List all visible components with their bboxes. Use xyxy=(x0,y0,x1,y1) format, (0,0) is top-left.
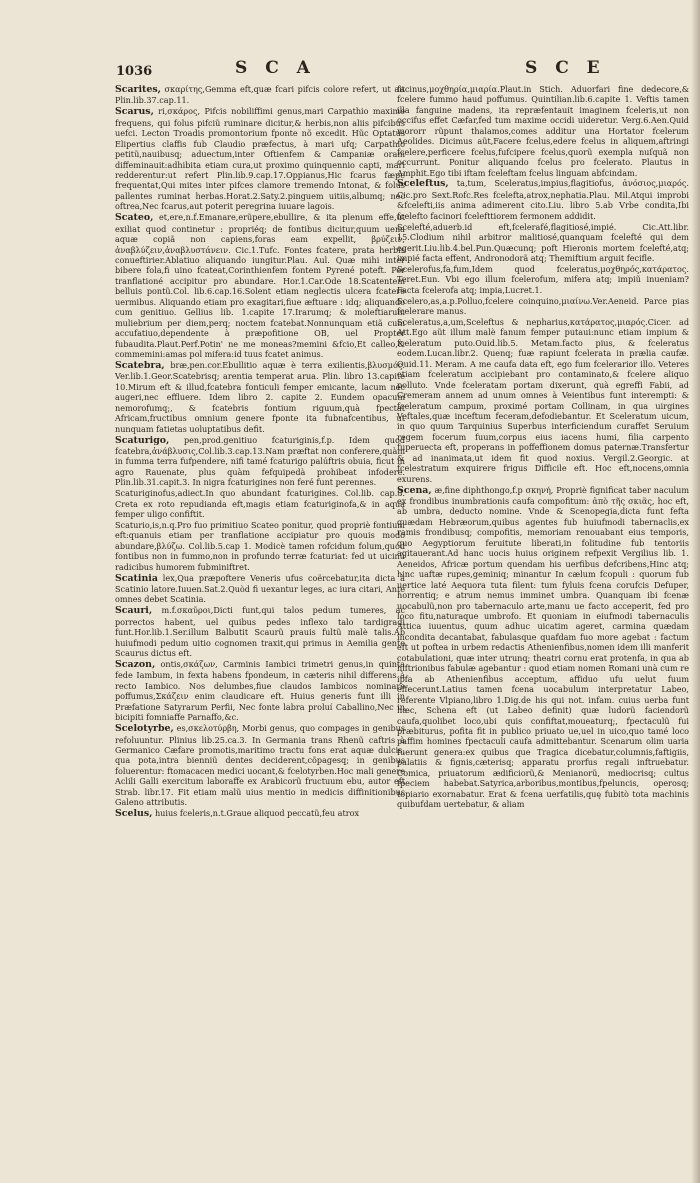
dictionary-entry xyxy=(397,485,689,810)
entry-headword: Scateo, xyxy=(115,212,154,224)
entry-text: m.f.σκαῦροι,Dicti funt,qui talos pedum tumeres, ac porrectos habent, uel quibus pedes inflexo talo tardigradi funt.Hor.lib.1.Ser.illum Balbutit Scaurũ prauis fultũ malè talis.Ab huiufmodi pedum uitio cognomen traxit,qui primus in Aemilia gente Scaurus dictus eft. xyxy=(115,605,406,659)
right-column xyxy=(397,84,689,810)
dictionary-entry xyxy=(115,435,405,488)
entry-text: ta,tum, Sceleratus,impius,flagitiofus, ἀνόσιος,μιαρός. Cic.pro Sext.Rofc.Res fcelefta,atrox,nephatia.Plau. Mil.Atqui improbi &fcelefti,iis anima adimerent cito.Liu. libro 5.ab Vrbe condita,Ibi fcelefto facinori fcelefttiorem fermonem addidit. xyxy=(397,178,689,221)
entry-text: Sceleratus,a,um,Sceleftus & nepharius,κατάρατος,μιαρός.Cicer. ad Att.Ego aũt illum malè fanum femper putaui:nunc etiam impium & fceleratum puto.Ouid.lib.5. Metam.facto pius, & fceleratus eodem.Lucan.libr.2. Quenq; fuæ rapiunt fcelerata in prælia caufæ. Ouid.11. Meram. A me caufa data eft, ego fum fcelerarior illo. Veteres etiam fceleratum accipiebant pro contaminato,& fcelere aliquo polluto. Vnde fceleratam portam dixerunt, quà egreffi Fabii, ad Cremeram annem ad unum omnes à Veientibus funt interempti: & fceleratum campum, proximé portam Collinam, in qua uirgines Veftales,quæ inceftum feceram,defodiebantur. Et Sceleratum uicum, in quo quum Tarquinius Superbus interficiendum curaffet Seruium regem focerum fuum,corpus eius iacens humi, filia carpento fuperuecta eft, properans in poffeffionem domus paternæ.Transfertur & ad inanimata,ut idem fit quod noxius. Vergil.2.Georgic. at fcelestratum exquirere frigus Difficile eft. Hoc eft,nocens,omnia exurens. xyxy=(397,316,689,484)
page-header xyxy=(0,58,700,82)
entry-headword: Scauri, xyxy=(115,605,153,617)
dictionary-entry xyxy=(115,573,405,605)
entry-text: ontis,σκάζων, Carminis Iambici trimetri genus,in quinta fede Iambum, in fexta habens fpondeum, in cæteris nihil differens à recto Iambico. Nos delumbes,fiue claudos Iambicos nominare poffumus,Σκάζειν enim claudicare eft. Huius generis funt illi in Præfatione Satyrarum Perfii, Nec fonte labra proluí Caballino,Nec in bicipiti fomniaffe Parnaffo,&c. xyxy=(115,658,405,723)
entry-text: Scaturio,is,n.q.Pro fuo primitiuo Scateo ponitur, quod propriè fontium eft:quanuis etiam per tranflatione accipiatur pro quouis modo abundare,βλύζω. Col.lib.5.cap 1. Modicè tamen rofcidum folum,quod fontibus non in fummo,non in profundo terræ fcaturiat: fed ut uicinũ radicibus humorem fubminiftret. xyxy=(115,519,405,572)
entry-text: huius fceleris,n.t.Graue aliquod peccatũ,feu atrox xyxy=(154,808,360,819)
left-column xyxy=(115,84,405,820)
dictionary-entry xyxy=(115,212,405,359)
entry-text: facinus,μοχθηρία,μιαρία.Plaut.in Stich. Aduorfari fine dedecore,& fcelere fummo haud poffumus. Quintilian.lib.6.capite 1. Veftis tamen illa fanguine madens, ita repræfentauit imaginem fceleris,ut non occifus effet Cæfar,fed tum maxime occidi uideretur. Verg.6.Aen.Quid mororr rũpunt thalamos,comes additur una Hortator fcelerum Aeolides. Dicimus aũt,Facere fcelus,edere fcelus in aliquem,aftringi fcelere,perficere fcelus,fufcipere fcelus,quorũ exempla nuſquã non occurrunt. Ponitur aliquando fcelus pro fcelerato. Plautus in Amphit.Ego tibi iftam fceleftam fcelus linguam abfcindam. xyxy=(397,84,689,178)
entry-text: ri,σκάρος, Pifcis nobiliffimi genus,mari Carpathio maxime frequens, qui folus pifciũ ruminare dicitur,& herbis,non aliis pifcibus uefci. Lecton Troadis promontorium fponte nõ excedit. Hũc Optatus Elipertius claffis fub Claudio præfectus, à mari ufq; Carpathio petitũ,nauibusq; aduectum,inter Oftienfem & Campaniæ oram diffeminauit:adhibita etiam cura,ut proximo quinquennio capti, mari redderentur:ut refert Plin.lib.9.cap.17.Oppianus,Hic fcarus fæpe frequentat,Qui mites inter pifces clamore tremendo Intonat, & folus pallentes ruminat herbas.Horat.2.Saty.2.pinguem uitiis,albumq; nec oftrea,Nec fcarus,aut poterit peregrina iuuare lagois. xyxy=(115,106,406,212)
entry-text: Scelero,as,a.p.Polluo,fcelere coinquino,μιαίνω.Ver.Aeneid. Parce pias fcelerare manus. xyxy=(397,295,689,317)
entry-text: æ,fine diphthongo,f.p σκηνή, Propriè fignificat taber naculum ex frondibus inumbrationis caufa compofitum: ἀπὸ τῆς σκιᾶς, hoc eft, ab umbra, deducto nomine. Vnde & Scenopegia,dicta funt fefta quædam Hebræorum,quibus agentes fub huiufmodi tabernaclis,ex ramis frondibusq; compofitis, memoriam renouabant eius temporis, quo Aegyptiorum feruitute liberati,in folitudine fub tentoriis agitauerant.Ad hanc uocis huius originem refpexit Vergilius lib. 1. Aeneidos, Africæ portum quendam his uerfibus defcribens,Hinc atq; hinc uaftæ rupes,geminiq; minantur In cælum fcopuli : quorum fub uertice laté Aequora tuta filent: tum fyluis fcena corufcis Defuper, horrentiq; e atrum nemus imminet umbra. Quanquam ibi fcenæ uocabulũ,non pro tabernaculo arte,manu ue facto acceperit, fed pro loco fitu,naturaque umbrofo. Et quoniam in eiufmodi tabernaculis Attica iuuentus, quum adhuc uicatim ageret, carmina quædam incondita decantabat, fabulasque quafdam fuo more agebat : factum eft ut poftea in urbem redactis Athenienfibus,nomen idem illi manferit cotabulationi, quæ inter utrunq; theatri cornu erat protenfa, in qua ab hiftrionibus fabulæ agebantur : quod etiam nomen Romani unà cum re ipfa ab Athenienfibus acceptum, affiduo ufu uelut fuum effecerunt.Latius tamen fcena uocabulum interpretatur Labeo, referente Vlpiano,libro 1.Dig.de his qui not. infam. cuius uerba funt hæc, Schena eft (ut Labeo definit) quæ ludorũ faciendorũ caufa,quolibet loco,ubi quis confiftat,moueaturq;, fpectaculũ fui præbiturus, pofita fit in publico priuato ue,uel in uico,quo tamé loco paffim homines fpectaculi caufa admittebantur. Scenarum olim uaria fuerunt genera:ex quibus que Tragica dicebatur,columnis,faftigiis, palatiis & fignis,cæterisq; apparatu prorfus regali inftruebatur. Comica, priuatorum ædificiorũ,& Menianorũ, mediocrisq; cultus fpeciem habebat.Satyrica,arboribus,montibus,fpeluncis, operosq; topiario exornabatur. Erat & fcena uerfatilis,quę fubitò tota machinis quibufdam uertebatur, & aliam xyxy=(397,484,690,810)
dictionary-entry xyxy=(397,178,689,221)
entry-headword: Scaturigo, xyxy=(115,434,170,446)
entry-text: et,ere,n.f.Emanare,erũpere,ebullire, & ita plenum effe,ut exiliat quod continetur : propriéq; de fontibus dicitur,quum uena aquæ copiã non capiens,foras eam expellit, βρύζειν, ἀναβλύζειν,ἀναβλυστάνειν. Cic.1.Tufc. Fontes fcatere, prata herbis conueftirier.Ablatiuo aliquando iungitur.Plau. Aul. Quæ mihi inter bibere fola,fi uino fcateat,Corinthienfem fontem Pyrené poteft. Per tranflationé accipitur pro abundare. Hor.1.Car.Ode 18.Scatentem belluis pontũ.Col. lib.6.cap.16.Solent etiam neglectis ulcera fcatere uermibus. Aliquando etiam pro exagitari,fiue æftuare : idq; aliquando cum genitiuo. Gellius lib. 1.capite 17.Irarumq; & moleftiarum muliebrium per diem,perq; noctem fcatebat.Nonnunquam etiã cum accufatiuo,dependente à præpofitione OB, uel Propter fubaudita.Plaut.Perf.Potin' ne me moneas?memini &fcio,Et calleo,& commemini:amas pol mifera:id tuus fcatet animus. xyxy=(115,212,406,360)
entry-text: lex,Qua præpoftere Veneris ufus coërcebatur,ita dicta à Scatinio latore.Iuuen.Sat.2.Quòd fi uexantur leges, ac iura citari, Ante omnes debet Scatinia. xyxy=(115,572,405,605)
dictionary-entry xyxy=(397,264,689,295)
entry-text: pen,prod.genitiuo fcaturiginis,f.p. Idem quod fcatebra,ἀνάβλυσις,Col.lib.3.cap.13.Nam præftat non conferere,quàm in fumma terra fufpendere, nifi tamé fcaturigo palúftris obuia, ficut in agro Rauenate, plus quàm fefquipedà prohibeat infodere. Plin.lib.31.capit.3. In nigra fcaturigines non feré funt perennes. xyxy=(115,434,405,488)
entry-text: σκαρίτης,Gemma eft,quæ fcari pifcis colore refert, ut ait Plin.lib.37.cap.11. xyxy=(115,84,405,106)
entry-headword: Scatinia xyxy=(115,572,158,584)
entry-headword: Scelotyrbe, xyxy=(115,723,174,735)
dictionary-entry xyxy=(115,723,405,808)
dictionary-entry xyxy=(115,659,405,723)
dictionary-entry xyxy=(115,520,405,572)
entry-headword: Scena, xyxy=(397,484,432,496)
dictionary-entry xyxy=(115,488,405,519)
running-head-right: S C E xyxy=(525,58,606,78)
entry-headword: Scarus, xyxy=(115,106,154,118)
running-head-left: S C A xyxy=(235,58,316,78)
dictionary-entry xyxy=(115,106,405,212)
entry-text: bræ,pen.cor.Ebullitio aquæ è terra exilientis,βλυσμός. Ver.lib.1.Geor.Scatebrisq; arentia temperat arua. Plin. libro 13.capite 10.Mirum eft & illud,fcatebra fonticuli femper emicante, lacum nec augeri,nec effluere. Idem libro 2. capite 2. Eundem opacum nemorofumq;, & fcatebris fontium riguum,quà fpectat Africam,fructibus omnium genere fponte ita fubnafcentibus, ut nunquam fatietas uoluptatibus defit. xyxy=(115,359,405,434)
entry-headword: Scazon, xyxy=(115,658,156,670)
entry-text: Scelefté,aduerb.id eft,fcelerafé,flagitiosé,impié. Cic.Att.libr. 15.Clodium nihil arbitror malitiosé,quanquam fcelefté qui dem egerit.Liu.lib.4.bel.Pun.Quæcunq; poft Hieronis mortem fcelefté,atq; impié facta effent, Andronodorã atq; Themiftium arguit fecifle. xyxy=(397,221,689,264)
dictionary-entry xyxy=(115,605,405,658)
page-edge xyxy=(691,0,700,1183)
entry-headword: Sceleftus, xyxy=(397,178,449,190)
entry-text: es,σκελοτύρβη, Morbi genus, quo compages in genibus refoluuntur. Plinius lib.25.ca.3. In Germania trans Rhenũ caftris à Germanico Cæfare promotis,maritimo tractu fons erat aquæ dulcis, qua pota,intra bienniũ dentes deciderent,cõpagesq; in genibus foluerentur: ftomacacen medici uocant,& fcelotyrben.Hoc mali genere Aclili Galli exercitum laboraffe ex Arabicorũ fructuum ebu, autor eft Strab. libr.17. Fit etiam malũ uius mentio in medicis diffinitionibus Galeno attributis. xyxy=(115,723,406,808)
dictionary-entry xyxy=(397,296,689,317)
entry-headword: Scelus, xyxy=(115,808,153,820)
entry-headword: Scarites, xyxy=(115,84,161,95)
page-number: 1036 xyxy=(116,64,153,79)
dictionary-entry xyxy=(397,84,689,178)
entry-text: Scelerofus,fa,fum,Idem quod fceleratus,μοχθηρός,κατάρατος. Teret.Eun. Vbi ego illum fcelerofum, mifera atq; impiũ inueniam? Facta fcelerofa atq; impia,Lucret.1. xyxy=(397,263,689,295)
dictionary-entry xyxy=(397,222,689,264)
dictionary-entry xyxy=(397,317,689,484)
dictionary-entry xyxy=(115,360,405,434)
dictionary-entry xyxy=(115,84,405,106)
dictionary-entry xyxy=(115,808,405,819)
entry-text: Scaturiginofus,adiect.In quo abundant fcaturigines. Col.lib. cap.8. Creta ex roto repudianda eft,magis etiam fcaturiginofa,& in aqua femper uligo confiftit. xyxy=(115,488,405,520)
entry-headword: Scatebra, xyxy=(115,359,165,371)
